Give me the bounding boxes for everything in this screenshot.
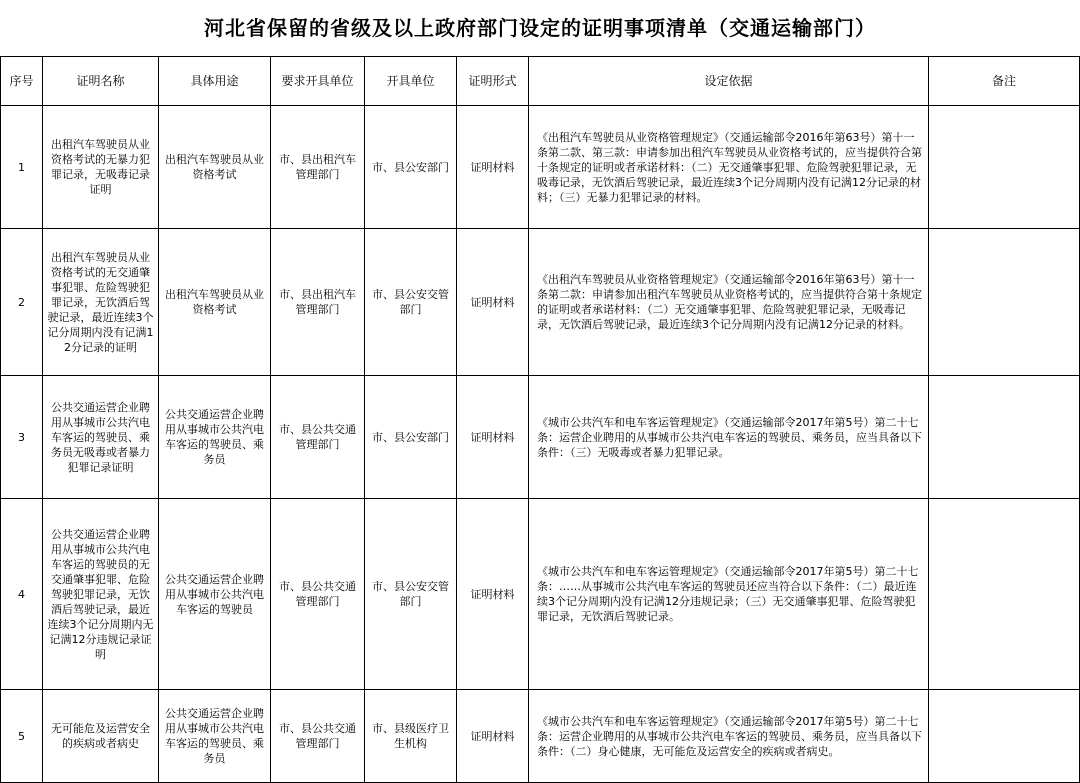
cell-basis: 《出租汽车驾驶员从业资格管理规定》（交通运输部令2016年第63号）第十一条第二款：申请参加出租汽车驾驶员从业资格考试的，应当提供符合第十条规定的证明或者承诺材料：（二）无交通肇事犯罪、危险驾驶犯罪记录，无吸毒记录，无饮酒后驾驶记录，最近连续3个记分周期内没有记满12分记录的材料。 bbox=[529, 229, 929, 376]
cell-purpose: 公共交通运营企业聘用从事城市公共汽电车客运的驾驶员 bbox=[159, 499, 271, 690]
cell-no: 5 bbox=[1, 690, 43, 783]
header-basis: 设定依据 bbox=[529, 57, 929, 106]
cell-purpose: 公共交通运营企业聘用从事城市公共汽电车客运的驾驶员、乘务员 bbox=[159, 376, 271, 499]
cell-requester: 市、县公共交通管理部门 bbox=[271, 690, 365, 783]
header-purpose: 具体用途 bbox=[159, 57, 271, 106]
cell-no: 1 bbox=[1, 106, 43, 229]
table-row bbox=[1, 229, 1080, 376]
header-name: 证明名称 bbox=[43, 57, 159, 106]
cell-purpose: 出租汽车驾驶员从业资格考试 bbox=[159, 229, 271, 376]
cell-form: 证明材料 bbox=[457, 376, 529, 499]
cell-requester: 市、县出租汽车管理部门 bbox=[271, 229, 365, 376]
cell-issuer: 市、县公安部门 bbox=[365, 376, 457, 499]
cell-note bbox=[929, 690, 1080, 783]
cell-purpose: 出租汽车驾驶员从业资格考试 bbox=[159, 106, 271, 229]
cell-form: 证明材料 bbox=[457, 499, 529, 690]
cell-purpose: 公共交通运营企业聘用从事城市公共汽电车客运的驾驶员、乘务员 bbox=[159, 690, 271, 783]
cell-note bbox=[929, 376, 1080, 499]
header-note: 备注 bbox=[929, 57, 1080, 106]
cell-form: 证明材料 bbox=[457, 229, 529, 376]
cell-note bbox=[929, 499, 1080, 690]
header-issuer: 开具单位 bbox=[365, 57, 457, 106]
document-title: 河北省保留的省级及以上政府部门设定的证明事项清单（交通运输部门） bbox=[204, 16, 876, 40]
cell-basis: 《城市公共汽车和电车客运管理规定》（交通运输部令2017年第5号）第二十七条：运营企业聘用的从事城市公共汽电车客运的驾驶员、乘务员，应当具备以下条件：（三）无吸毒或者暴力犯罪记录。 bbox=[529, 376, 929, 499]
table-row bbox=[1, 690, 1080, 783]
cell-note bbox=[929, 229, 1080, 376]
cell-basis: 《出租汽车驾驶员从业资格管理规定》（交通运输部令2016年第63号）第十一条第二款、第三款：申请参加出租汽车驾驶员从业资格考试的，应当提供符合第十条规定的证明或者承诺材料：（二）无交通肇事犯罪、危险驾驶犯罪记录，无吸毒记录，无饮酒后驾驶记录，最近连续3个记分周期内没有记满12分记录的材料；（三）无暴力犯罪记录的材料。 bbox=[529, 106, 929, 229]
header-requester: 要求开具单位 bbox=[271, 57, 365, 106]
cell-name: 出租汽车驾驶员从业资格考试的无交通肇事犯罪、危险驾驶犯罪记录，无饮酒后驾驶记录，最近连续3个记分周期内没有记满12分记录的证明 bbox=[43, 229, 159, 376]
cell-no: 4 bbox=[1, 499, 43, 690]
cell-requester: 市、县公共交通管理部门 bbox=[271, 499, 365, 690]
cell-issuer: 市、县公安交管部门 bbox=[365, 229, 457, 376]
cell-no: 2 bbox=[1, 229, 43, 376]
cell-issuer: 市、县级医疗卫生机构 bbox=[365, 690, 457, 783]
cell-name: 公共交通运营企业聘用从事城市公共汽电车客运的驾驶员的无交通肇事犯罪、危险驾驶犯罪记录，无饮酒后驾驶记录，最近连续3个记分周期内无记满12分违规记录证明 bbox=[43, 499, 159, 690]
cell-requester: 市、县公共交通管理部门 bbox=[271, 376, 365, 499]
table-header-row bbox=[1, 57, 1080, 106]
cell-issuer: 市、县公安部门 bbox=[365, 106, 457, 229]
header-form: 证明形式 bbox=[457, 57, 529, 106]
cell-name: 公共交通运营企业聘用从事城市公共汽电车客运的驾驶员、乘务员无吸毒或者暴力犯罪记录证明 bbox=[43, 376, 159, 499]
cell-name: 无可能危及运营安全的疾病或者病史 bbox=[43, 690, 159, 783]
cell-requester: 市、县出租汽车管理部门 bbox=[271, 106, 365, 229]
certificate-list-table bbox=[0, 56, 1080, 783]
cell-note bbox=[929, 106, 1080, 229]
table-row bbox=[1, 499, 1080, 690]
cell-name: 出租汽车驾驶员从业资格考试的无暴力犯罪记录，无吸毒记录证明 bbox=[43, 106, 159, 229]
cell-basis: 《城市公共汽车和电车客运管理规定》（交通运输部令2017年第5号）第二十七条：……从事城市公共汽电车客运的驾驶员还应当符合以下条件：（二）最近连续3个记分周期内没有记满12分违规记录；（三）无交通肇事犯罪、危险驾驶犯罪记录，无饮酒后驾驶记录。 bbox=[529, 499, 929, 690]
cell-form: 证明材料 bbox=[457, 690, 529, 783]
cell-form: 证明材料 bbox=[457, 106, 529, 229]
cell-issuer: 市、县公安交管部门 bbox=[365, 499, 457, 690]
table-row bbox=[1, 376, 1080, 499]
table-row bbox=[1, 106, 1080, 229]
cell-basis: 《城市公共汽车和电车客运管理规定》（交通运输部令2017年第5号）第二十七条：运营企业聘用的从事城市公共汽电车客运的驾驶员、乘务员，应当具备以下条件：（二）身心健康，无可能危及运营安全的疾病或者病史。 bbox=[529, 690, 929, 783]
header-no: 序号 bbox=[1, 57, 43, 106]
cell-no: 3 bbox=[1, 376, 43, 499]
